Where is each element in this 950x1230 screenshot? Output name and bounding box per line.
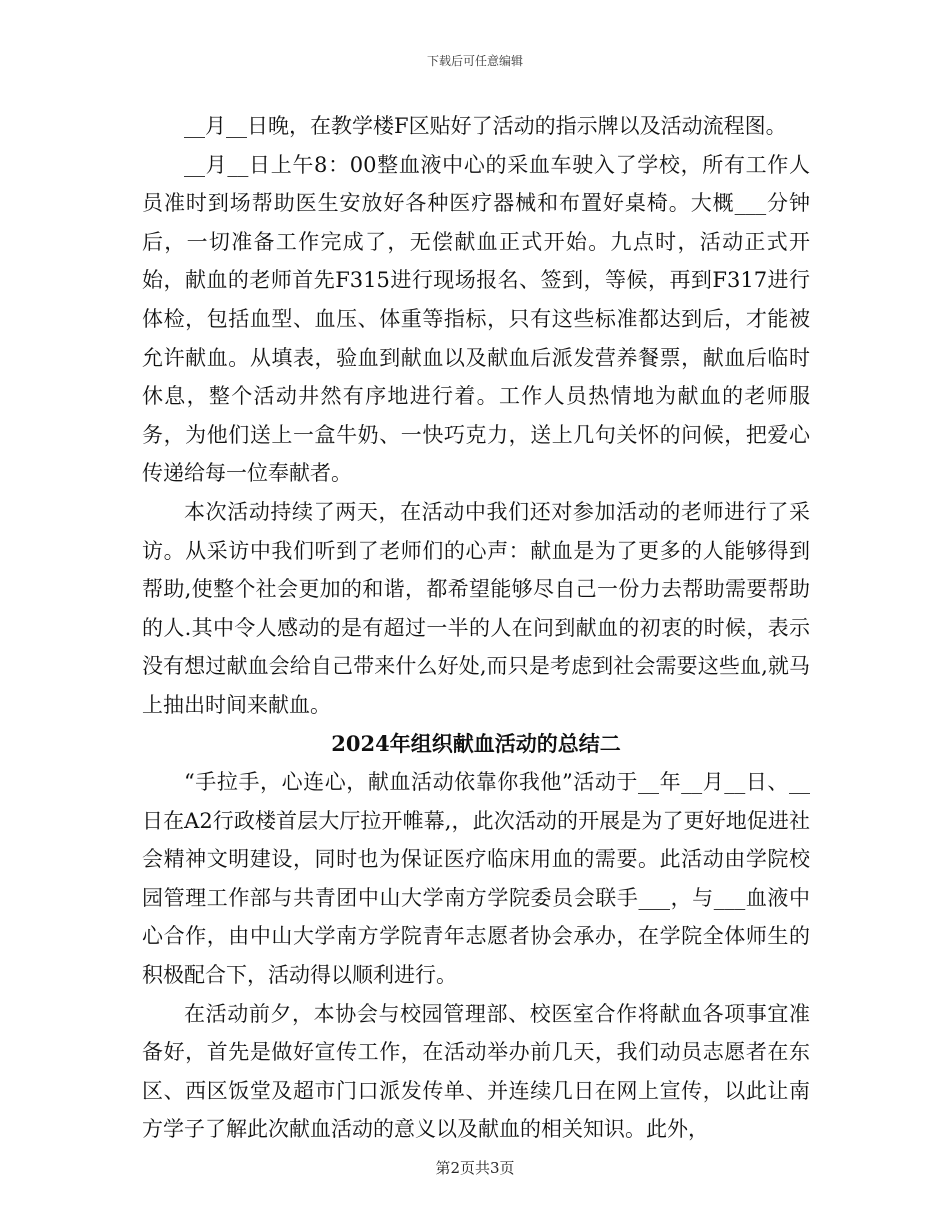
section-title: 2024年组织献血活动的总结二 — [331, 730, 621, 756]
document-body — [142, 107, 810, 1149]
body-paragraph: __月__日上午8：00整血液中心的采血车驶入了学校，所有工作人员准时到场帮助医生安放好各种医疗器械和布置好桌椅。大概___分钟后，一切准备工作完成了，无偿献血正式开始。九点时，活动正式开始，献血的老师首先F315进行现场报名、签到，等候，再到F317进行体检，包括血型、血压、体重等指标，只有这些标准都达到后，才能被允许献血。从填表，验血到献血以及献血后派发营养餐票，献血后临时休息，整个活动井然有序地进行着。工作人员热情地为献血的老师服务，为他们送上一盒牛奶、一快巧克力，送上几句关怀的问候，把爱心传递给每一位奉献者。 — [142, 152, 810, 486]
page-header-note: 下载后可任意编辑 — [426, 54, 523, 68]
body-paragraph: 在活动前夕，本协会与校园管理部、校医室合作将献血各项事宜准备好，首先是做好宣传工作，在活动举办前几天，我们动员志愿者在东区、西区饭堂及超市门口派发传单、并连续几日在网上宣传，以此让南方学子了解此次献血活动的意义以及献血的相关知识。此外， — [142, 1001, 810, 1142]
page-number: 第2页共3页 — [435, 1159, 515, 1177]
body-paragraph: __月__日晚，在教学楼F区贴好了活动的指示牌以及活动流程图。 — [184, 114, 787, 138]
body-paragraph: 本次活动持续了两天，在活动中我们还对参加活动的老师进行了采访。从采访中我们听到了老师们的心声：献血是为了更多的人能够得到帮助,使整个社会更加的和谐，都希望能够尽自己一份力去帮助需要帮助的人.其中令人感动的是有超过一半的人在问到献血的初衷的时候，表示没有想过献血会给自己带来什么好处,而只是考虑到社会需要这些血,就马上抽出时间来献血。 — [142, 499, 810, 717]
body-paragraph: “手拉手，心连心，献血活动依靠你我他”活动于__年__月__日、__日在A2行政楼首层大厅拉开帷幕,，此次活动的开展是为了更好地促进社会精神文明建设，同时也为保证医疗临床用血的需要。此活动由学院校园管理工作部与共青团中山大学南方学院委员会联手___，与___血液中心合作，由中山大学南方学院青年志愿者协会承办，在学院全体师生的积极配合下，活动得以顺利进行。 — [142, 770, 810, 988]
